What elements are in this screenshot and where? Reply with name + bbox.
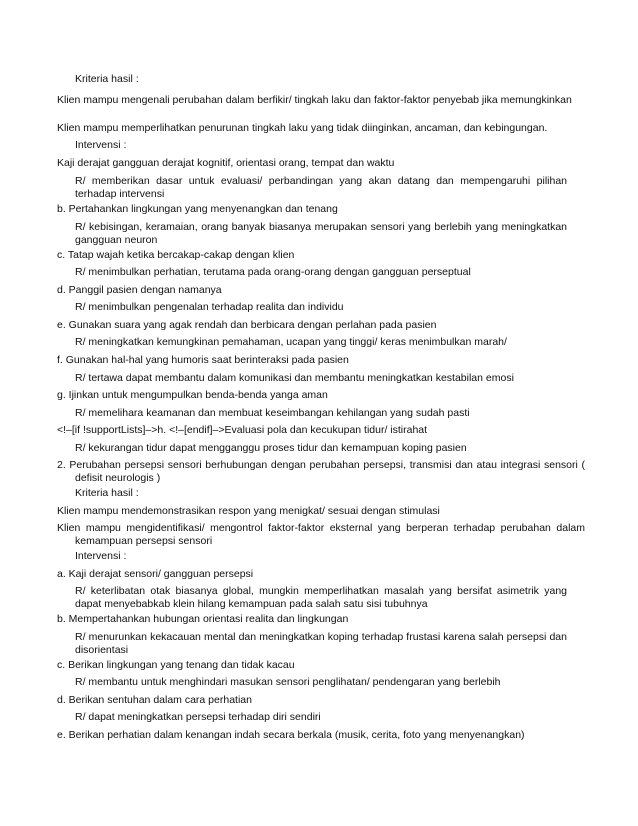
- intervention-item: f. Gunakan hal-hal yang humoris saat berinteraksi pada pasien: [57, 354, 349, 366]
- outcome-item: Klien mampu mengenali perubahan dalam berfikir/ tingkah laku dan faktor-faktor penyebab jika memungkinkan: [57, 94, 572, 106]
- rationale-text: R/ memelihara keamanan dan membuat keseimbangan kehilangan yang sudah pasti: [75, 407, 470, 419]
- intervention-item: b. Mempertahankan hubungan orientasi realita dan lingkungan: [57, 613, 349, 625]
- intervention-item: a. Kaji derajat sensori/ gangguan persepsi: [57, 568, 254, 580]
- rationale-text: R/ meningkatkan kemungkinan pemahaman, ucapan yang tinggi/ keras menimbulkan marah/: [75, 336, 507, 348]
- intervention-item: b. Pertahankan lingkungan yang menyenangkan dan tenang: [57, 203, 338, 215]
- intervention-heading: Intervensi :: [75, 550, 127, 562]
- rationale-text: R/ keterlibatan otak biasanya global, mungkin memperlihatkan masalah yang bersifat asimetrik yang dapat menyebabkab klein hilang kemampuan pada salah satu sisi tubuhnya: [75, 585, 567, 610]
- rationale-text: R/ kebisingan, keramaian, orang banyak biasanya merupakan sensori yang berlebih yang meningkatkan gangguan neuron: [75, 221, 567, 246]
- rationale-text: R/ dapat meningkatkan persepsi terhadap diri sendiri: [75, 711, 321, 723]
- rationale-text: R/ memberikan dasar untuk evaluasi/ perbandingan yang akan datang dan mempengaruhi pilihan terhadap intervensi: [75, 175, 567, 200]
- outcome-item: Klien mampu memperlihatkan penurunan tingkah laku yang tidak diinginkan, ancaman, dan kebingungan.: [57, 122, 548, 134]
- rationale-text: R/ menimbulkan perhatian, terutama pada orang-orang dengan gangguan perseptual: [75, 266, 471, 278]
- intervention-item: <!–[if !supportLists]–>h. <!–[endif]–>Evaluasi pola dan kecukupan tidur/ istirahat: [57, 424, 428, 436]
- intervention-item: e. Berikan perhatian dalam kenangan indah secara berkala (musik, cerita, foto yang menyenangkan): [57, 729, 525, 741]
- rationale-text: R/ membantu untuk menghindari masukan sensori penglihatan/ pendengaran yang berlebih: [75, 676, 501, 688]
- criteria-heading: Kriteria hasil :: [75, 73, 139, 85]
- intervention-item: d. Panggil pasien dengan namanya: [57, 284, 222, 296]
- rationale-text: R/ tertawa dapat membantu dalam komunikasi dan membantu meningkatkan kestabilan emosi: [75, 372, 514, 384]
- diagnosis-heading: 2. Perubahan persepsi sensori berhubungan dengan perubahan persepsi, transmisi dan atau integrasi sensori ( defisit neurologis ): [57, 459, 585, 484]
- intervention-item: Kaji derajat gangguan derajat kognitif, orientasi orang, tempat dan waktu: [57, 157, 395, 169]
- outcome-item: Klien mampu mendemonstrasikan respon yang menigkat/ sesuai dengan stimulasi: [57, 505, 440, 517]
- intervention-item: d. Berikan sentuhan dalam cara perhatian: [57, 694, 252, 706]
- rationale-text: R/ menurunkan kekacauan mental dan meningkatkan koping terhadap frustasi karena salah persepsi dan disorientasi: [75, 631, 567, 656]
- rationale-text: R/ menimbulkan pengenalan terhadap realita dan individu: [75, 301, 344, 313]
- outcome-item: Klien mampu mengidentifikasi/ mengontrol faktor-faktor eksternal yang berperan terhadap perubahan dalam kemampuan persepsi sensori: [57, 522, 585, 547]
- criteria-heading: Kriteria hasil :: [75, 487, 139, 499]
- intervention-item: c. Berikan lingkungan yang tenang dan tidak kacau: [57, 659, 295, 671]
- intervention-item: e. Gunakan suara yang agak rendah dan berbicara dengan perlahan pada pasien: [57, 319, 437, 331]
- intervention-item: c. Tatap wajah ketika bercakap-cakap dengan klien: [57, 249, 295, 261]
- intervention-heading: Intervensi :: [75, 139, 127, 151]
- rationale-text: R/ kekurangan tidur dapat mengganggu proses tidur dan kemampuan koping pasien: [75, 442, 467, 454]
- intervention-item: g. Ijinkan untuk mengumpulkan benda-benda yanga aman: [57, 389, 328, 401]
